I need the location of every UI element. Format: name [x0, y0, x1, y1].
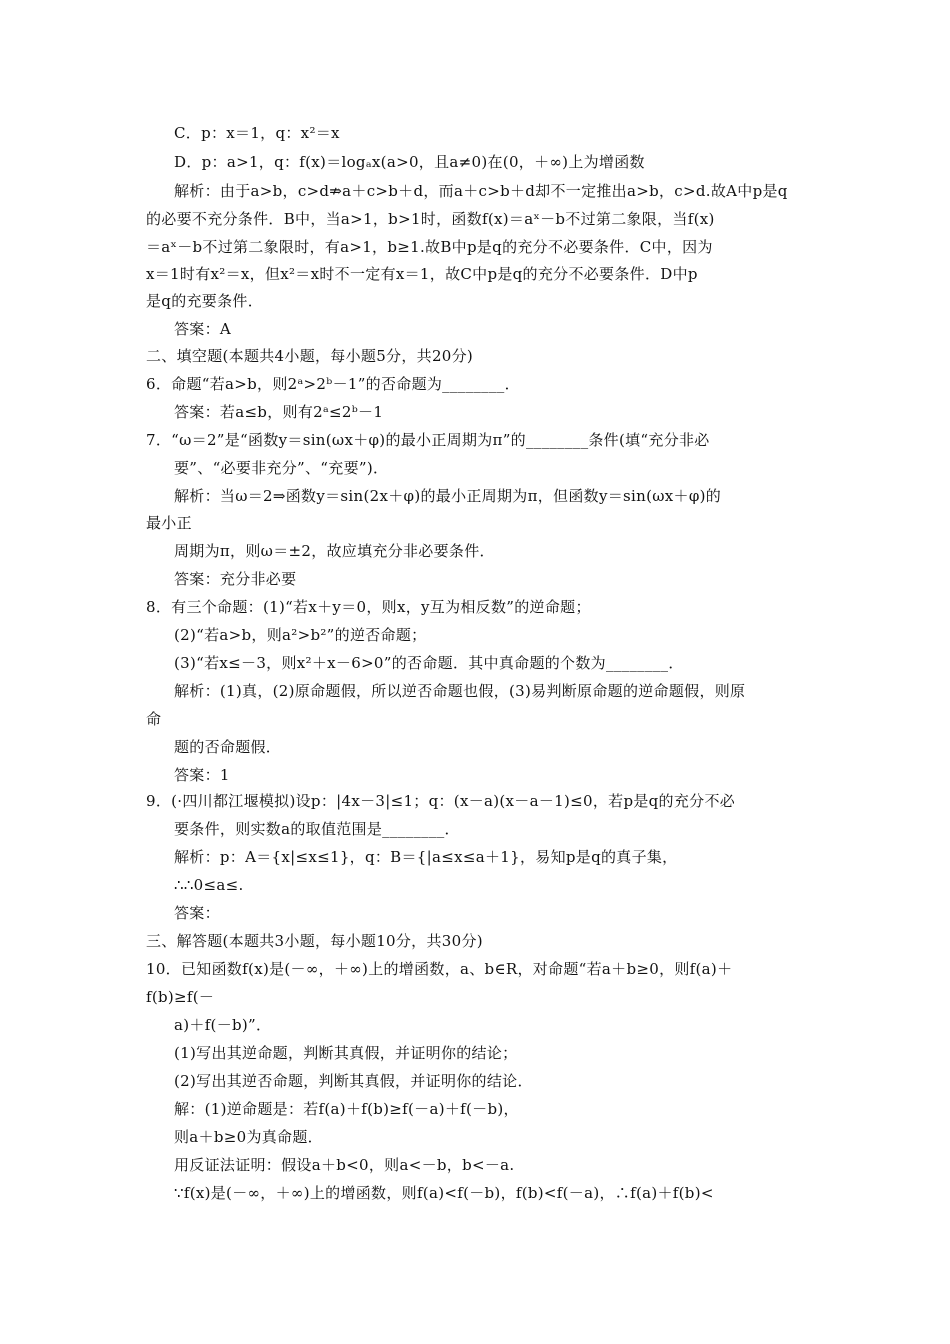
question-10-line-2: f(b)≥f(－ — [146, 988, 215, 1006]
answer-9: 答案： — [174, 904, 220, 922]
question-8-line-1: 8．有三个命题：(1)“若x＋y＝0，则x，y互为相反数”的逆命题； — [146, 598, 591, 616]
analysis-9-line-1: 解析：p：A＝{x|≤x≤1}，q：B＝{|a≤x≤a＋1}，易知p是q的真子集， — [174, 848, 678, 866]
analysis-5-line-4: x＝1时有x²＝x，但x²＝x时不一定有x＝1，故C中p是q的充分不必要条件．D中p — [146, 265, 698, 283]
analysis-5-line-1: 解析：由于a>b，c>d⇏a＋c>b＋d，而a＋c>b＋d却不一定推出a>b，c>d.故A中p是q — [174, 182, 788, 200]
answer-6: 答案：若a≤b，则有2ᵃ≤2ᵇ－1 — [174, 403, 384, 421]
solution-10-line-2: 则a＋b≥0为真命题． — [174, 1128, 323, 1146]
analysis-8-line-2: 命 — [146, 710, 162, 728]
analysis-5-line-3: ＝aˣ－b不过第二象限时，有a>1，b≥1.故B中p是q的充分不必要条件．C中，因为 — [146, 238, 713, 256]
question-6: 6．命题“若a>b，则2ᵃ>2ᵇ－1”的否命题为________． — [146, 375, 520, 393]
analysis-7-line-2: 最小正 — [146, 514, 192, 532]
question-9-line-2: 要条件，则实数a的取值范围是________． — [174, 820, 460, 838]
answer-5: 答案：A — [174, 320, 232, 338]
analysis-5-line-2: 的必要不充分条件．B中，当a>1，b>1时，函数f(x)＝aˣ－b不过第二象限，当f(x) — [146, 210, 715, 228]
analysis-5-line-5: 是q的充要条件． — [146, 292, 264, 310]
answer-7: 答案：充分非必要 — [174, 570, 297, 588]
question-8-line-3: (3)“若x≤－3，则x²＋x－6>0”的否命题．其中真命题的个数为________． — [174, 654, 684, 672]
question-7-line-2: 要”、“必要非充分”、“充要”)． — [174, 459, 389, 477]
question-8-line-2: (2)“若a>b，则a²>b²”的逆否命题； — [174, 626, 427, 644]
question-10-part-2: (2)写出其逆否命题，判断其真假，并证明你的结论． — [174, 1072, 533, 1090]
analysis-8-line-3: 题的否命题假． — [174, 738, 282, 756]
question-7-line-1: 7．“ω＝2”是“函数y＝sin(ωx＋φ)的最小正周期为π”的________条件(填“充分非必 — [146, 431, 710, 449]
solution-10-line-4: ∵f(x)是(－∞，＋∞)上的增函数，则f(a)<f(－b)，f(b)<f(－a)，∴f(a)＋f(b)< — [174, 1184, 714, 1202]
solution-10-line-1: 解：(1)逆命题是：若f(a)＋f(b)≥f(－a)＋f(－b)， — [174, 1100, 519, 1118]
question-9-line-1: 9．(·四川都江堰模拟)设p：|4x－3|≤1；q：(x－a)(x－a－1)≤0，若p是q的充分不必 — [146, 792, 736, 810]
question-10-line-3: a)＋f(－b)”． — [174, 1016, 272, 1034]
option-c: C．p：x＝1，q：x²＝x — [174, 124, 340, 142]
section-heading-fill-in: 二、填空题(本题共4小题，每小题5分，共20分) — [146, 347, 474, 365]
option-d: D．p：a>1，q：f(x)＝logₐx(a>0，且a≠0)在(0，＋∞)上为增函数 — [174, 153, 645, 171]
analysis-8-line-1: 解析：(1)真，(2)原命题假，所以逆否命题也假，(3)易判断原命题的逆命题假，则原 — [174, 682, 746, 700]
analysis-9-line-2: ∴∴0≤a≤. — [174, 876, 244, 894]
analysis-7-line-3: 周期为π，则ω＝±2，故应填充分非必要条件． — [174, 542, 495, 560]
section-heading-solve: 三、解答题(本题共3小题，每小题10分，共30分) — [146, 932, 483, 950]
question-10-part-1: (1)写出其逆命题，判断其真假，并证明你的结论； — [174, 1044, 518, 1062]
analysis-7-line-1: 解析：当ω＝2⇒函数y＝sin(2x＋φ)的最小正周期为π，但函数y＝sin(ωx＋φ)的 — [174, 487, 722, 505]
question-10-line-1: 10．已知函数f(x)是(－∞，＋∞)上的增函数，a、b∈R，对命题“若a＋b≥0，则f(a)＋ — [146, 960, 733, 978]
answer-8: 答案：1 — [174, 766, 230, 784]
solution-10-line-3: 用反证法证明：假设a＋b<0，则a<－b，b<－a. — [174, 1156, 515, 1174]
